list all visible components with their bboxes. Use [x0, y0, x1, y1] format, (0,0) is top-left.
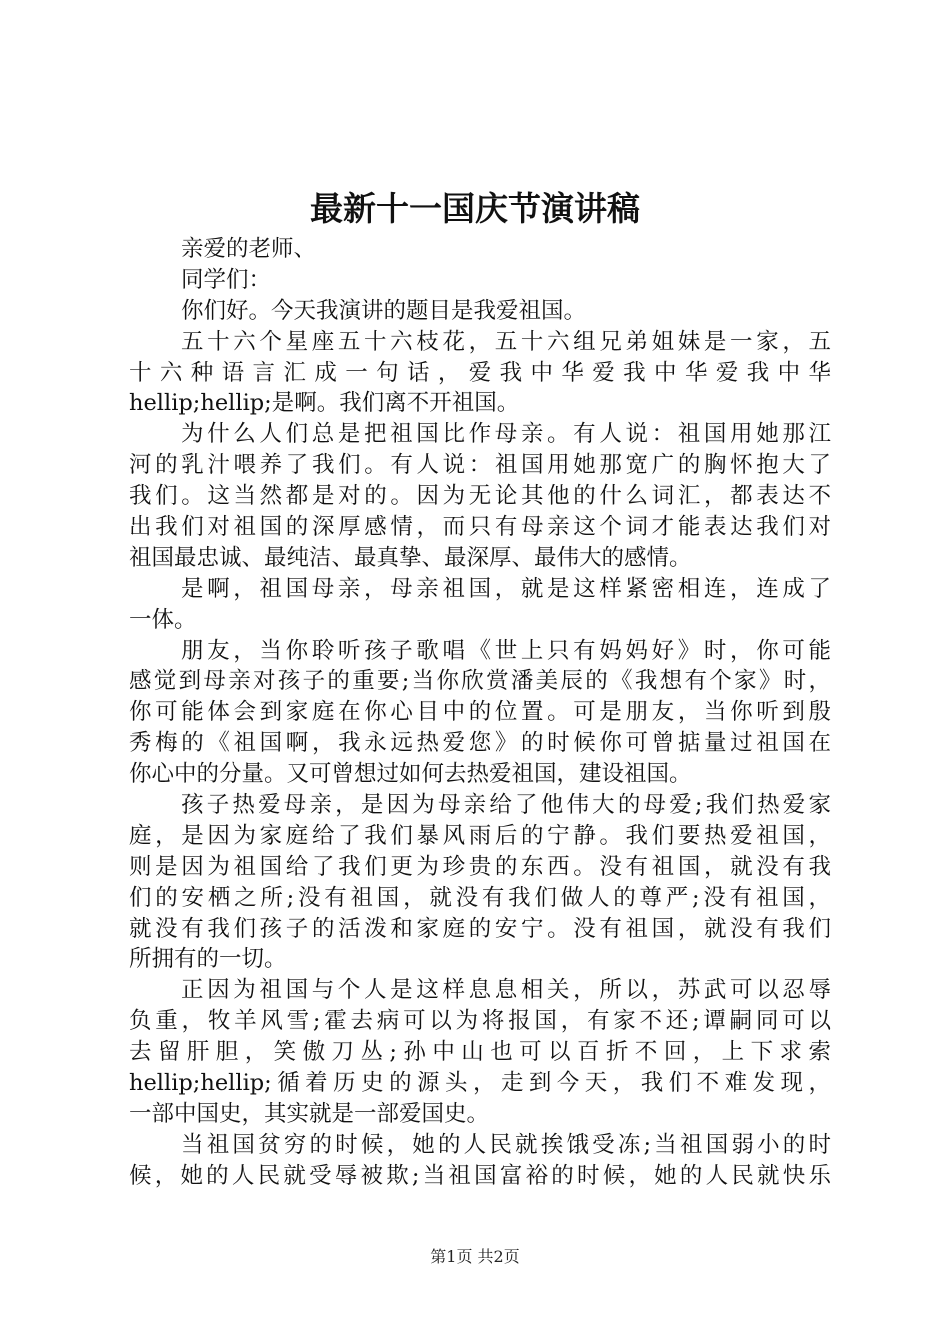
text-line: 是啊，祖国母亲，母亲祖国，就是这样紧密相连，连成了 [181, 575, 831, 602]
text-line: 同学们： [181, 266, 272, 293]
text-line: hellip;hellip;循着历史的源头，走到今天，我们不难发现， [129, 1070, 831, 1097]
text-line: hellip;hellip;是啊。我们离不开祖国。 [129, 390, 520, 417]
text-line: 你们好。今天我演讲的题目是我爱祖国。 [181, 297, 587, 324]
text-line: 为什么人们总是把祖国比作母亲。有人说：祖国用她那江 [181, 421, 831, 448]
text-line: 们的安栖之所;没有祖国，就没有我们做人的尊严;没有祖国， [129, 884, 831, 911]
text-line: 所拥有的一切。 [129, 946, 287, 973]
text-line: 五十六个星座五十六枝花，五十六组兄弟姐妹是一家，五 [181, 328, 831, 355]
text-line: 孩子热爱母亲，是因为母亲给了他伟大的母爱;我们热爱家 [181, 792, 831, 819]
text-line: 秀梅的《祖国啊，我永远热爱您》的时候你可曾掂量过祖国在 [129, 730, 831, 757]
text-line: 亲爱的老师、 [181, 236, 317, 262]
text-line: 负重，牧羊风雪;霍去病可以为将报国，有家不还;谭嗣同可以 [129, 1008, 831, 1035]
page-footer: 第1页 共2页 [430, 1247, 520, 1266]
text-line: 候，她的人民就受辱被欺;当祖国富裕的时候，她的人民就快乐 [129, 1162, 831, 1189]
text-line: 一体。 [129, 606, 197, 633]
text-line: 你可能体会到家庭在你心目中的位置。可是朋友，当你听到殷 [129, 699, 831, 726]
text-line: 河的乳汁喂养了我们。有人说：祖国用她那宽广的胸怀抱大了 [129, 452, 831, 479]
text-line: 祖国最忠诚、最纯洁、最真挚、最深厚、最伟大的感情。 [129, 544, 692, 571]
text-line: 朋友，当你聆听孩子歌唱《世上只有妈妈好》时，你可能 [181, 637, 831, 664]
text-line: 去留肝胆，笑傲刀丛;孙中山也可以百折不回，上下求索 [129, 1039, 831, 1066]
text-line: 十六种语言汇成一句话，爱我中华爱我中华爱我中华 [129, 359, 831, 386]
text-line: 感觉到母亲对孩子的重要;当你欣赏潘美辰的《我想有个家》时， [129, 668, 831, 695]
document-title: 最新十一国庆节演讲稿 [310, 189, 640, 228]
text-line: 你心中的分量。又可曾想过如何去热爱祖国，建设祖国。 [129, 761, 692, 788]
text-line: 一部中国史，其实就是一部爱国史。 [129, 1100, 490, 1127]
text-line: 庭，是因为家庭给了我们暴风雨后的宁静。我们要热爱祖国， [129, 822, 831, 849]
text-line: 则是因为祖国给了我们更为珍贵的东西。没有祖国，就没有我 [129, 853, 831, 880]
text-line: 就没有我们孩子的活泼和家庭的安宁。没有祖国，就没有我们 [129, 915, 831, 942]
text-line: 当祖国贫穷的时候，她的人民就挨饿受冻;当祖国弱小的时 [181, 1131, 831, 1158]
text-line: 我们。这当然都是对的。因为无论其他的什么词汇，都表达不 [129, 483, 831, 510]
text-line: 正因为祖国与个人是这样息息相关，所以，苏武可以忍辱 [181, 977, 831, 1004]
document-body [129, 234, 831, 1192]
text-line: 出我们对祖国的深厚感情，而只有母亲这个词才能表达我们对 [129, 514, 831, 541]
